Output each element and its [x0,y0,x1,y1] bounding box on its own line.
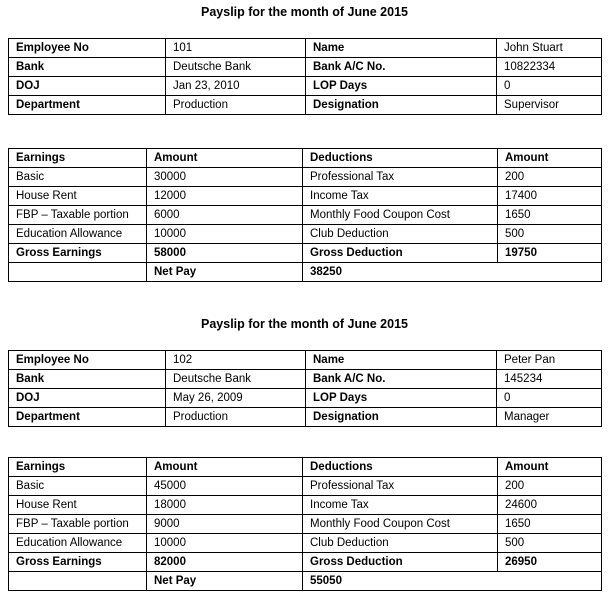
earning-amount-cell: 12000 [147,187,303,206]
info-value-cell: 0 [497,77,602,96]
table-row [9,39,602,58]
info-value-cell: Deutsche Bank [166,58,306,77]
deduction-amount-cell: 500 [498,225,602,244]
gross-earnings-label: Gross Earnings [9,553,147,572]
gross-earnings-label: Gross Earnings [9,244,147,263]
info-value-cell: Jan 23, 2010 [166,77,306,96]
table-row [9,515,602,534]
payslip-title: Payslip for the month of June 2015 [201,5,408,19]
deduction-amount-cell: 17400 [498,187,602,206]
earning-name-cell: Basic [9,477,147,496]
deduction-amount-cell: 1650 [498,206,602,225]
table-row [9,206,602,225]
info-value-cell: Deutsche Bank [166,370,306,389]
net-pay-value: 38250 [303,263,602,282]
column-header: Amount [147,149,303,168]
earning-name-cell: Basic [9,168,147,187]
info-label-cell: Bank [9,370,166,389]
payslip-section-1 [8,5,601,282]
deduction-amount-cell: 200 [498,477,602,496]
earning-name-cell: House Rent [9,496,147,515]
info-label-cell: Name [306,39,497,58]
info-value-cell: 101 [166,39,306,58]
column-header: Amount [147,458,303,477]
table-row [9,96,602,115]
deduction-amount-cell: 1650 [498,515,602,534]
earning-amount-cell: 10000 [147,534,303,553]
earning-name-cell: FBP – Taxable portion [9,206,147,225]
table-row [9,77,602,96]
gross-earnings-value: 58000 [147,244,303,263]
info-label-cell: Designation [306,96,497,115]
column-header: Earnings [9,149,147,168]
earning-amount-cell: 9000 [147,515,303,534]
deduction-amount-cell: 24600 [498,496,602,515]
table-row [9,58,602,77]
info-label-cell: LOP Days [306,77,497,96]
column-header: Deductions [303,149,498,168]
table-row [9,351,602,370]
empty-cell [9,263,147,282]
info-value-cell: 0 [497,389,602,408]
earning-amount-cell: 6000 [147,206,303,225]
info-value-cell: John Stuart [497,39,602,58]
earning-name-cell: House Rent [9,187,147,206]
info-value-cell: Supervisor [497,96,602,115]
earning-name-cell: Education Allowance [9,534,147,553]
earning-amount-cell: 10000 [147,225,303,244]
deduction-name-cell: Professional Tax [303,168,498,187]
column-header: Amount [498,149,602,168]
info-label-cell: Bank [9,58,166,77]
earnings-deductions-table [8,148,602,282]
gross-totals-row [9,553,602,572]
gross-deduction-value: 19750 [498,244,602,263]
gross-totals-row [9,244,602,263]
table-row [9,534,602,553]
deduction-amount-cell: 500 [498,534,602,553]
table-row [9,187,602,206]
deduction-name-cell: Income Tax [303,496,498,515]
earning-amount-cell: 45000 [147,477,303,496]
deduction-name-cell: Club Deduction [303,225,498,244]
info-label-cell: Designation [306,408,497,427]
employee-info-table [8,350,602,427]
info-value-cell: Manager [497,408,602,427]
table-row [9,408,602,427]
table-row [9,389,602,408]
table-row [9,496,602,515]
info-value-cell: Production [166,408,306,427]
info-label-cell: DOJ [9,77,166,96]
deduction-name-cell: Monthly Food Coupon Cost [303,206,498,225]
gross-deduction-label: Gross Deduction [303,553,498,572]
info-value-cell: 145234 [497,370,602,389]
info-label-cell: Employee No [9,351,166,370]
net-pay-label: Net Pay [147,263,303,282]
info-value-cell: Production [166,96,306,115]
column-header: Amount [498,458,602,477]
payslip-section-2 [8,317,601,591]
header-row [9,458,602,477]
info-label-cell: DOJ [9,389,166,408]
earnings-deductions-table [8,457,602,591]
info-value-cell: May 26, 2009 [166,389,306,408]
table-row [9,225,602,244]
earning-amount-cell: 30000 [147,168,303,187]
info-label-cell: Name [306,351,497,370]
info-label-cell: Employee No [9,39,166,58]
gross-deduction-label: Gross Deduction [303,244,498,263]
deduction-name-cell: Monthly Food Coupon Cost [303,515,498,534]
earning-amount-cell: 18000 [147,496,303,515]
deduction-name-cell: Professional Tax [303,477,498,496]
info-value-cell: Peter Pan [497,351,602,370]
deduction-amount-cell: 200 [498,168,602,187]
gross-deduction-value: 26950 [498,553,602,572]
info-label-cell: Department [9,408,166,427]
earning-name-cell: Education Allowance [9,225,147,244]
deduction-name-cell: Income Tax [303,187,498,206]
payslip-title: Payslip for the month of June 2015 [201,317,408,331]
table-row [9,477,602,496]
column-header: Deductions [303,458,498,477]
net-pay-row [9,263,602,282]
net-pay-row [9,572,602,591]
info-value-cell: 10822334 [497,58,602,77]
info-label-cell: Bank A/C No. [306,58,497,77]
employee-info-table [8,38,602,115]
header-row [9,149,602,168]
info-value-cell: 102 [166,351,306,370]
net-pay-label: Net Pay [147,572,303,591]
gross-earnings-value: 82000 [147,553,303,572]
table-row [9,370,602,389]
info-label-cell: Department [9,96,166,115]
column-header: Earnings [9,458,147,477]
info-label-cell: LOP Days [306,389,497,408]
deduction-name-cell: Club Deduction [303,534,498,553]
info-label-cell: Bank A/C No. [306,370,497,389]
earning-name-cell: FBP – Taxable portion [9,515,147,534]
net-pay-value: 55050 [303,572,602,591]
table-row [9,168,602,187]
empty-cell [9,572,147,591]
